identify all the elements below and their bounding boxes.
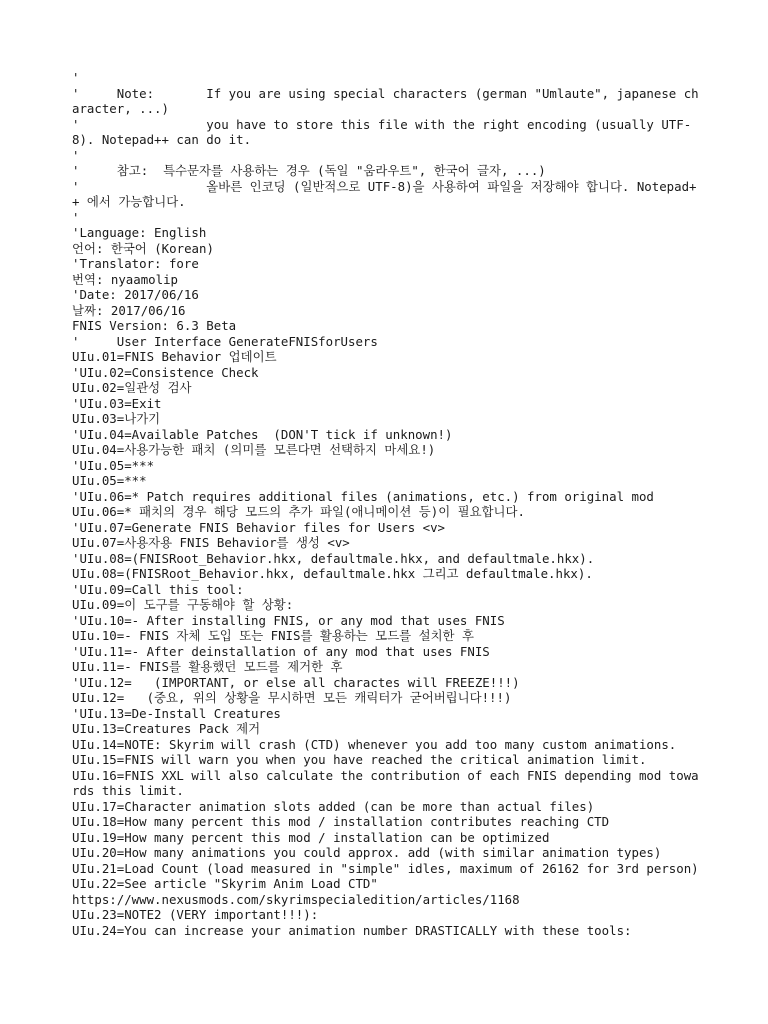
text-line: ' 참고: 특수문자를 사용하는 경우 (독일 "움라우트", 한국어 글자, ...) [72, 163, 546, 178]
text-line: 'UIu.07=Generate FNIS Behavior files for Users <v> [72, 519, 445, 535]
text-line: UIu.13=Creatures Pack 제거 [72, 721, 261, 736]
text-line: UIu.15=FNIS will warn you when you have reached the critical animation limit. [72, 752, 647, 767]
text-line: UIu.14=NOTE: Skyrim will crash (CTD) whenever you add too many custom animations. [72, 736, 677, 752]
text-line: UIu.07=사용자용 FNIS Behavior를 생성 <v> [72, 535, 350, 550]
text-line: ' 올바른 인코딩 (일반적으로 UTF-8)을 사용하여 파일을 저장해야 합니다. Notepad++ 에서 가능합니다. [72, 178, 697, 209]
text-line: UIu.08=(FNISRoot_Behavior.hkx, defaultmale.hkx 그리고 defaultmale.hkx). [72, 566, 593, 581]
text-line: 언어: 한국어 (Korean) [72, 240, 214, 256]
text-line: UIu.05=*** [72, 473, 147, 488]
url-line: https://www.nexusmods.com/skyrimspecialedition/articles/1168 [72, 891, 520, 907]
text-line: 'UIu.11=- After deinstallation of any mod that uses FNIS [72, 643, 490, 659]
document-text [72, 70, 702, 938]
text-line: UIu.18=How many percent this mod / installation contributes reaching CTD [72, 814, 610, 829]
text-line: 'UIu.13=De-Install Creatures [72, 705, 281, 721]
text-line: UIu.16=FNIS XXL will also calculate the contribution of each FNIS depending mod towards this limit. [72, 767, 699, 798]
text-line: UIu.24=You can increase your animation number DRASTICALLY with these tools: [72, 922, 632, 938]
text-line: 'Date: 2017/06/16 [72, 287, 199, 302]
text-line: UIu.21=Load Count (load measured in "simple" idles, maximum of 26162 for 3rd person) [72, 860, 699, 876]
text-line: 'Translator: fore [72, 256, 199, 271]
text-line: UIu.19=How many percent this mod / installation can be optimized [72, 829, 550, 845]
text-line: UIu.04=사용가능한 패치 (의미를 모른다면 선택하지 마세요!) [72, 442, 436, 457]
text-line: ' [72, 209, 80, 225]
text-line: 'UIu.04=Available Patches (DON'T tick if unknown!) [72, 426, 453, 442]
text-line: 'UIu.02=Consistence Check [72, 364, 259, 380]
text-line: 번역: nyaamolip [72, 271, 178, 287]
text-line: UIu.11=- FNIS를 활용했던 모드를 제거한 후 [72, 659, 343, 674]
text-line: 'Language: English [72, 225, 207, 240]
text-line: 'UIu.09=Call this tool: [72, 581, 244, 597]
text-line: UIu.23=NOTE2 (VERY important!!!): [72, 907, 319, 922]
text-line: ' you have to store this file with the right encoding (usually UTF-8). Notepad++ can do it. [72, 116, 692, 147]
text-line: FNIS Version: 6.3 Beta [72, 318, 237, 333]
text-line: UIu.09=이 도구를 구동해야 할 상황: [72, 597, 294, 612]
text-line: 'UIu.05=*** [72, 457, 155, 473]
text-line: UIu.12= (중요, 위의 상황을 무시하면 모든 캐릭터가 굳어버립니다!!!) [72, 690, 512, 705]
text-line: UIu.10=- FNIS 자체 도입 또는 FNIS를 활용하는 모드를 설치한 후 [72, 628, 474, 643]
text-line: UIu.22=See article "Skyrim Anim Load CTD" [72, 876, 378, 891]
text-line: UIu.03=나가기 [72, 411, 161, 426]
text-line: 'UIu.12= (IMPORTANT, or else all charactes will FREEZE!!!) [72, 674, 520, 690]
text-line: ' [72, 147, 80, 163]
text-line: UIu.20=How many animations you could approx. add (with similar animation types) [72, 845, 662, 860]
text-line: UIu.02=일관성 검사 [72, 380, 192, 395]
text-line: ' [72, 70, 80, 85]
text-line: UIu.17=Character animation slots added (can be more than actual files) [72, 798, 595, 814]
text-line: 날짜: 2017/06/16 [72, 302, 186, 318]
text-line: 'UIu.06=* Patch requires additional files (animations, etc.) from original mod [72, 488, 654, 504]
text-line: ' User Interface GenerateFNISforUsers [72, 333, 378, 349]
text-line: 'UIu.03=Exit [72, 395, 162, 411]
text-line: ' Note: If you are using special characters (german "Umlaute", japanese character, ...) [72, 85, 699, 116]
text-line: UIu.01=FNIS Behavior 업데이트 [72, 349, 277, 364]
text-line: UIu.06=* 패치의 경우 해당 모드의 추가 파일(애니메이션 등)이 필요합니다. [72, 504, 525, 519]
text-line: 'UIu.10=- After installing FNIS, or any mod that uses FNIS [72, 612, 505, 628]
text-line: 'UIu.08=(FNISRoot_Behavior.hkx, defaultmale.hkx, and defaultmale.hkx). [72, 550, 595, 566]
